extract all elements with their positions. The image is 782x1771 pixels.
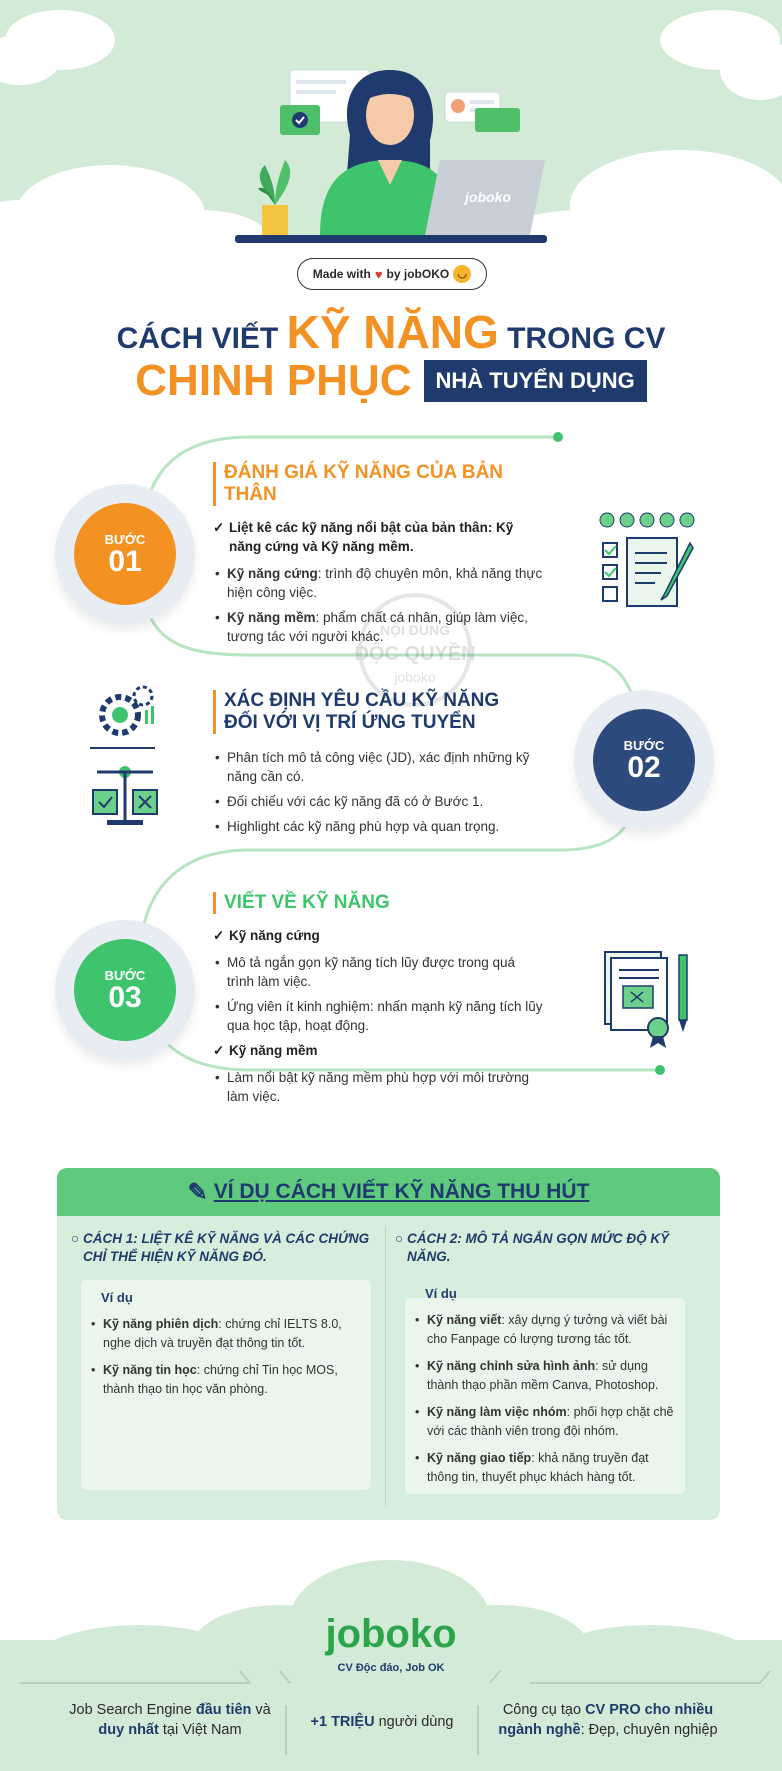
badge-suffix: by jobOKO bbox=[386, 267, 450, 281]
step-1-circle bbox=[55, 484, 195, 624]
step-2-circle bbox=[574, 690, 714, 830]
step-1-check-item: ✓ Liệt kê các kỹ năng nổi bật của bản thân: Kỹ năng cứng và Kỹ năng mềm. bbox=[213, 518, 543, 556]
desk bbox=[235, 235, 547, 243]
step-2-item: • Phân tích mô tả công việc (JD), xác định những kỹ năng cần có. bbox=[213, 748, 543, 786]
step-3-item: • Làm nổi bật kỹ năng mềm phù hợp với môi trường làm việc. bbox=[213, 1068, 543, 1106]
title-part-1: CÁCH VIẾT bbox=[116, 322, 279, 355]
method-2-item: • Kỹ năng chỉnh sửa hình ảnh: sử dụng thành thạo phần mềm Canva, Photoshop. bbox=[413, 1357, 675, 1395]
pencil-icon: ✎ bbox=[187, 1178, 208, 1206]
footer-col-3: Công cụ tạo CV PRO cho nhiều ngành nghề: Đẹp, chuyên nghiệp bbox=[498, 1702, 718, 1738]
plant-pot bbox=[262, 205, 288, 235]
step-2-item: • Highlight các kỹ năng phù hợp và quan trọng. bbox=[213, 817, 543, 836]
made-with-badge bbox=[297, 258, 487, 290]
method-1-column bbox=[71, 1230, 371, 1490]
step-3-content bbox=[213, 892, 543, 1112]
step-3-badge bbox=[74, 939, 176, 1041]
method-2-item: • Kỹ năng làm việc nhóm: phối hợp chặt chẽ với các thành viên trong đội nhóm. bbox=[413, 1403, 675, 1441]
watermark-line-1: NỘI DUNG bbox=[380, 622, 450, 638]
laptop-brand: joboko bbox=[465, 189, 511, 205]
certificate-pen-icon bbox=[603, 950, 693, 1050]
footer-tagline: CV Độc đáo, Job OK bbox=[337, 1662, 445, 1674]
column-divider bbox=[385, 1226, 386, 1506]
watermark-line-3: joboko bbox=[394, 669, 436, 685]
step-1-word: BƯỚC bbox=[104, 531, 146, 547]
method-1-item: • Kỹ năng phiên dịch: chứng chỉ IELTS 8.0, nghe dịch và truyền đạt thông tin tốt. bbox=[89, 1315, 361, 1353]
check-badge-icon bbox=[292, 112, 308, 128]
step-1-item: • Kỹ năng cứng: trình độ chuyên môn, khả năng thực hiện công việc. bbox=[213, 564, 543, 602]
step-3-circle bbox=[55, 920, 195, 1060]
gears-balance-icon bbox=[85, 680, 165, 835]
step-1-content bbox=[213, 462, 543, 652]
title-line-2 bbox=[0, 356, 782, 406]
method-2-box bbox=[405, 1286, 685, 1494]
method-2-item: • Kỹ năng viết: xây dựng ý tưởng và viết bài cho Fanpage có lượng tương tác tốt. bbox=[413, 1311, 675, 1349]
step-3-item: • Ứng viên ít kinh nghiệm: nhấn mạnh kỹ năng tích lũy qua học tập, hoạt động. bbox=[213, 997, 543, 1035]
heart-icon: ♥ bbox=[374, 266, 383, 282]
step-2-word: BƯỚC bbox=[623, 737, 665, 753]
title-highlight-2: CHINH PHỤC bbox=[135, 356, 412, 405]
watermark-line-2: ĐỘC QUYỀN bbox=[354, 643, 476, 665]
method-2-item: • Kỹ năng giao tiếp: khả năng truyền đạt thông tin, thuyết phục khách hàng tốt. bbox=[413, 1449, 675, 1487]
step-3-item: • Mô tả ngắn gọn kỹ năng tích lũy được trong quá trình làm việc. bbox=[213, 953, 543, 991]
step-2-number: 02 bbox=[627, 750, 661, 784]
method-2-column bbox=[395, 1230, 707, 1494]
example-header-text: VÍ DỤ CÁCH VIẾT KỸ NĂNG THU HÚT bbox=[213, 1180, 590, 1203]
example-panel bbox=[57, 1168, 720, 1520]
step-1-item: • Kỹ năng mềm: phẩm chất cá nhân, giúp làm việc, tương tác với người khác. bbox=[213, 608, 543, 646]
step-3-word: BƯỚC bbox=[104, 967, 146, 983]
footer-logo: joboko bbox=[325, 1612, 457, 1656]
checklist-feedback-icon bbox=[595, 508, 700, 613]
step-3-title: VIẾT VỀ KỸ NĂNG bbox=[213, 892, 543, 914]
title-part-2: TRONG CV bbox=[507, 322, 666, 355]
step-3-hard-skill-label: ✓ Kỹ năng cứng bbox=[213, 926, 543, 945]
method-2-label: Ví dụ bbox=[425, 1286, 457, 1301]
smile-icon: ◡ bbox=[453, 265, 471, 283]
step-1-title: ĐÁNH GIÁ KỸ NĂNG CỦA BẢN THÂN bbox=[213, 462, 543, 506]
step-3-number: 03 bbox=[108, 980, 142, 1014]
step-2-item: • Đối chiếu với các kỹ năng đã có ở Bước 1. bbox=[213, 792, 543, 811]
step-1-badge bbox=[74, 503, 176, 605]
step-3-soft-skill-label: ✓ Kỹ năng mềm bbox=[213, 1041, 543, 1060]
footer-col-1: Job Search Engine đầu tiên và duy nhất tại Việt Nam bbox=[69, 1702, 271, 1738]
title-highlight: KỸ NĂNG bbox=[286, 306, 499, 358]
method-1-title: ○ CÁCH 1: LIỆT KÊ KỸ NĂNG VÀ CÁC CHỨNG CHỈ THỂ HIỆN KỸ NĂNG ĐÓ. bbox=[71, 1231, 370, 1264]
step-2-title-line-2: ĐỐI VỚI VỊ TRÍ ỨNG TUYỂN bbox=[224, 712, 476, 733]
footer-col-2: +1 TRIỆU người dùng bbox=[310, 1714, 454, 1730]
method-1-box bbox=[81, 1280, 371, 1490]
badge-prefix: Made with bbox=[312, 267, 371, 281]
step-2-title-line-1: XÁC ĐỊNH YÊU CẦU KỸ NĂNG bbox=[224, 690, 500, 711]
title-boxed: NHÀ TUYỂN DỤNG bbox=[424, 360, 647, 402]
step-2-badge bbox=[593, 709, 695, 811]
profile-avatar-icon bbox=[451, 99, 465, 113]
step-1-number: 01 bbox=[108, 544, 142, 578]
method-2-title: ○ CÁCH 2: MÔ TẢ NGẮN GỌN MỨC ĐỘ KỸ NĂNG. bbox=[395, 1231, 670, 1264]
example-header bbox=[57, 1168, 720, 1216]
step-2-content bbox=[213, 690, 543, 842]
step-2-title bbox=[213, 690, 543, 734]
method-1-label: Ví dụ bbox=[101, 1290, 133, 1305]
method-1-item: • Kỹ năng tin học: chứng chỉ Tin học MOS, thành thạo tin học văn phòng. bbox=[89, 1361, 361, 1399]
title-line-1 bbox=[0, 305, 782, 359]
